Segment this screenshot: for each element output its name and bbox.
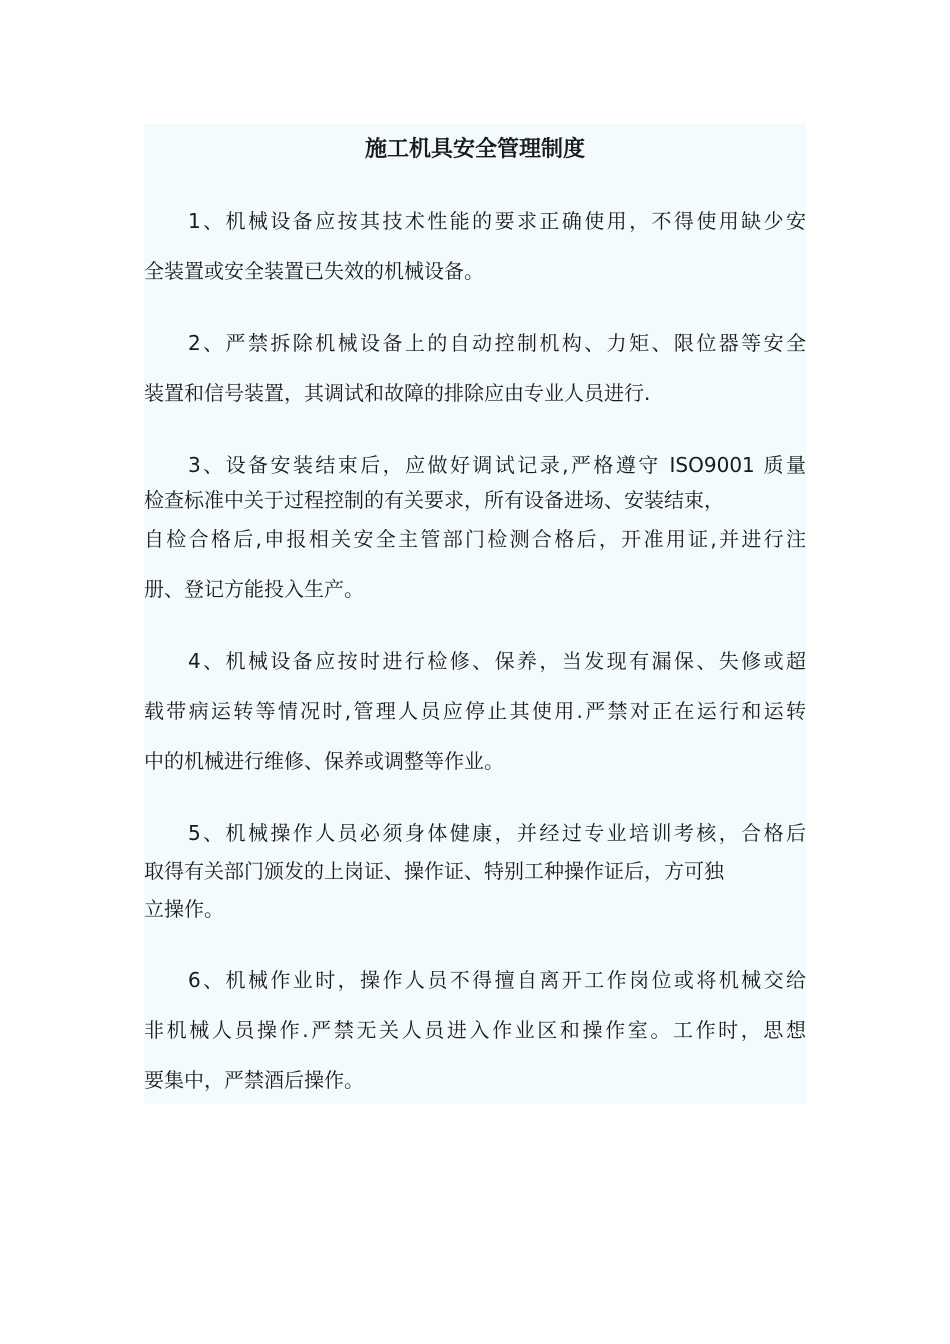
- paragraph-line: 6、机械作业时，操作人员不得擅自离开工作岗位或将机械交给: [188, 968, 806, 992]
- paragraph-line: 册、登记方能投入生产。: [144, 577, 364, 601]
- paragraph-line: 全装置或安全装置已失效的机械设备。: [144, 259, 484, 283]
- paragraph-line: 载带病运转等情况时,管理人员应停止其使用.严禁对正在运行和运转: [144, 699, 806, 723]
- paragraph-line: 5、机械操作人员必须身体健康，并经过专业培训考核，合格后: [188, 821, 806, 845]
- document-title: 施工机具安全管理制度: [364, 136, 585, 162]
- paragraph-line: 中的机械进行维修、保养或调整等作业。: [144, 749, 504, 773]
- paragraph-line: 检查标准中关于过程控制的有关要求，所有设备进场、安装结束，: [144, 488, 724, 512]
- paragraph-line: 1、机械设备应按其技术性能的要求正确使用，不得使用缺少安: [188, 209, 806, 233]
- paragraph-line: 4、机械设备应按时进行检修、保养，当发现有漏保、失修或超: [188, 649, 806, 673]
- paragraph-line: 取得有关部门颁发的上岗证、操作证、特别工种操作证后，方可独: [144, 859, 724, 883]
- paragraph-line: 自检合格后,申报相关安全主管部门检测合格后，开准用证,并进行注: [144, 527, 806, 551]
- document-body: [144, 124, 806, 1104]
- paragraph-line: 要集中，严禁酒后操作。: [144, 1068, 364, 1092]
- paragraph-line: 2、严禁拆除机械设备上的自动控制机构、力矩、限位器等安全: [188, 331, 806, 355]
- paragraph-line: 非机械人员操作.严禁无关人员进入作业区和操作室。工作时，思想: [144, 1018, 806, 1042]
- paragraph-line: 3、设备安装结束后，应做好调试记录,严格遵守 ISO9001 质量: [188, 453, 806, 477]
- paragraph-line: 立操作。: [144, 897, 224, 921]
- paragraph-line: 装置和信号装置，其调试和故障的排除应由专业人员进行.: [144, 381, 651, 405]
